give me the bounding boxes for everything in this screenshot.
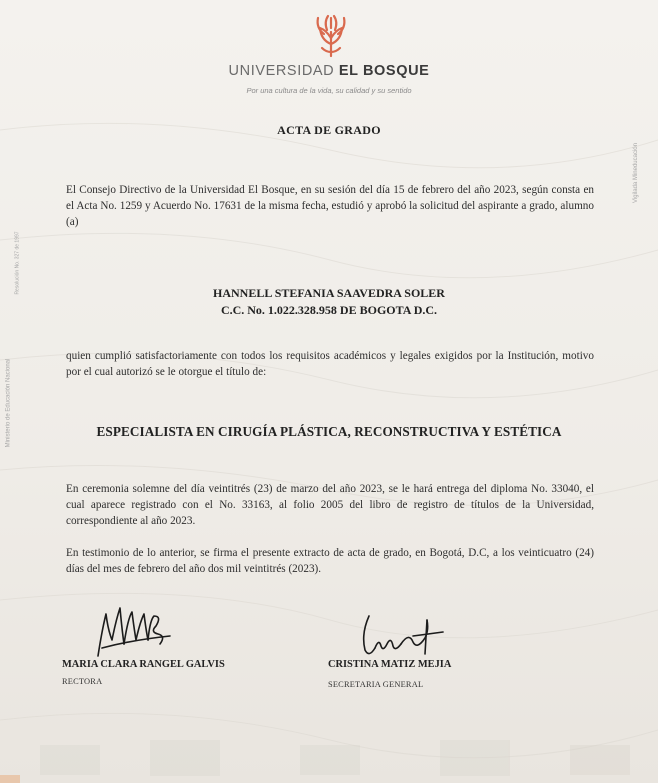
rector-signature bbox=[92, 600, 182, 662]
document-title: ACTA DE GRADO bbox=[277, 123, 381, 137]
secretary-name: CRISTINA MATIZ MEJIA bbox=[328, 659, 452, 670]
rector-role: RECTORA bbox=[62, 677, 103, 686]
graduate-id: C.C. No. 1.022.328.958 DE BOGOTA D.C. bbox=[220, 303, 438, 317]
secretary-signature bbox=[355, 608, 450, 663]
right-margin-vigilada-text: Vigilada Mineducación bbox=[632, 143, 639, 203]
university-name-bold: EL BOSQUE bbox=[338, 63, 430, 79]
rector-name: MARIA CLARA RANGEL GALVIS bbox=[62, 659, 225, 670]
university-name bbox=[0, 63, 658, 79]
testimony-paragraph: En testimonio de lo anterior, se firma el presente extracto de acta de grado, en Bogotá, D.C, a los veinticuatro (24) días del mes de febrero del año dos mil veintitrés (2023). bbox=[66, 547, 594, 575]
secretary-role: SECRETARIA GENERAL bbox=[328, 680, 424, 689]
degree-title: ESPECIALISTA EN CIRUGÍA PLÁSTICA, RECONSTRUCTIVA Y ESTÉTICA bbox=[96, 424, 562, 439]
requirements-paragraph: quien cumplió satisfactoriamente con todos los requisitos académicos y legales exigidos por la Institución, motivo por el cual autorizó se le otorgue el título de: bbox=[66, 350, 594, 378]
ceremony-paragraph: En ceremonia solemne del día veintitrés (23) de marzo del año 2023, se le hará entrega del diploma No. 33040, el cual aparece registrado con el No. 33163, al folio 2005 del libro de registro de títulos de la Universidad, correspondiente al año 2023. bbox=[66, 483, 594, 527]
left-margin-ministry-text: Ministerio de Educación Nacional bbox=[5, 358, 12, 448]
left-margin-resolution-text: Resolución No. 327 de 1997 bbox=[14, 231, 21, 295]
graduate-name: HANNELL STEFANIA SAAVEDRA SOLER bbox=[213, 286, 445, 300]
university-flower-logo-icon bbox=[312, 14, 350, 58]
university-name-prefix: UNIVERSIDAD bbox=[228, 63, 335, 79]
council-paragraph: El Consejo Directivo de la Universidad El Bosque, en su sesión del día 15 de febrero del año 2023, según consta en el Acta No. 1259 y Acuerdo No. 17631 de la misma fecha, estudió y aprobó la solicitud del aspirante a grado, alumno (a) bbox=[66, 184, 594, 228]
university-tagline: Por una cultura de la vida, su calidad y su sentido bbox=[246, 86, 412, 95]
